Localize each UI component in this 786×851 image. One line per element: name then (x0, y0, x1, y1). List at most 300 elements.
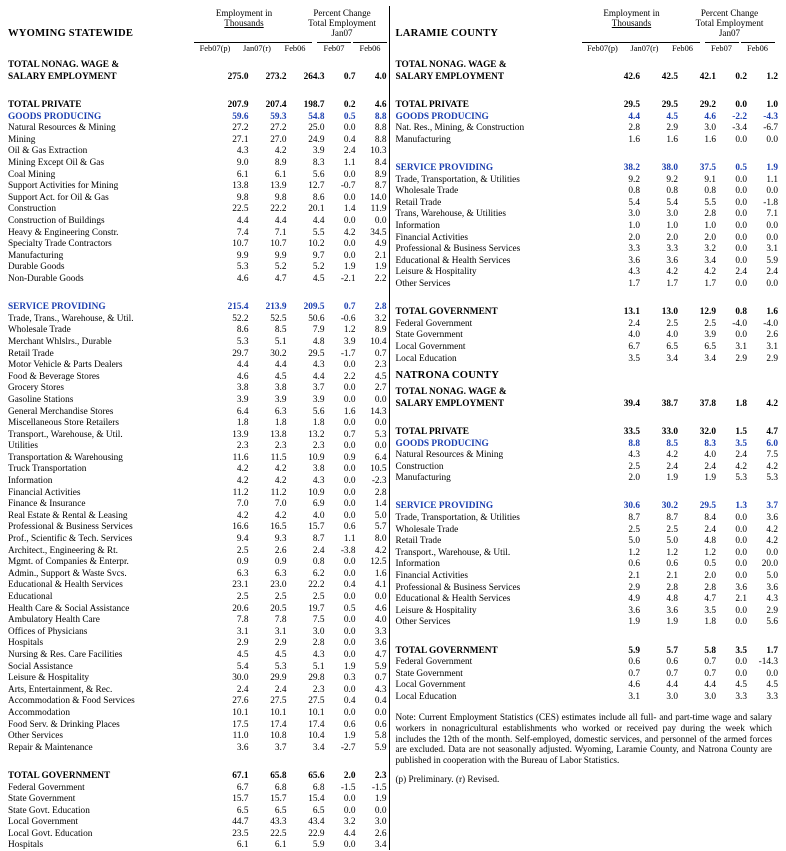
row-value-0: 3.0 (628, 209, 640, 220)
row-label (396, 294, 603, 306)
row-value-2: 3.4 (704, 255, 716, 266)
row-value-2 (678, 489, 716, 501)
row-value-1: 23.0 (270, 580, 287, 591)
row-value-1: 4.2 (274, 146, 287, 157)
row-value-1 (249, 59, 287, 71)
row-value-3 (325, 289, 356, 301)
row-value-3: 0.0 (735, 100, 747, 111)
row-label (8, 758, 211, 770)
row-label: Wholesale Trade (395, 524, 459, 535)
table-row (396, 99, 779, 111)
row-value-2: 65.6 (308, 770, 325, 781)
row-value-2: 2.8 (312, 638, 325, 649)
row-value-4: 3.3 (766, 691, 778, 702)
row-label: Motor Vehicle & Parts Dealers (8, 360, 123, 371)
table-row (8, 707, 387, 719)
row-label: Retail Trade (8, 348, 54, 359)
row-value-1: 0.6 (666, 559, 678, 570)
row-value-4: 4.9 (374, 239, 387, 250)
row-value-0: 4.4 (236, 216, 249, 227)
row-value-4: 0.0 (374, 707, 387, 718)
row-value-4: 10.3 (370, 146, 387, 157)
row-value-0: 7.4 (236, 227, 249, 238)
row-label: Arts, Entertainment, & Rec. (8, 684, 113, 695)
row-value-3: 0.0 (343, 394, 356, 405)
table-row (8, 839, 387, 851)
row-value-0: 27.2 (232, 123, 249, 134)
row-value-4: 5.9 (766, 255, 778, 266)
row-value-2: 3.4 (312, 742, 325, 753)
table-row (396, 386, 779, 398)
row-label: General Merchandise Stores (8, 406, 114, 417)
table-row (8, 226, 387, 238)
row-value-3: 0.0 (343, 476, 356, 487)
row-value-3: 0.0 (735, 513, 747, 524)
row-value-0: 4.9 (628, 594, 640, 605)
row-value-3: 1.9 (343, 661, 356, 672)
row-value-0: 67.1 (232, 770, 249, 781)
row-label: Hospitals (8, 840, 44, 851)
row-value-3: 4.4 (343, 828, 356, 839)
row-label: TOTAL NONAG. WAGE & (395, 387, 507, 398)
row-value-4: 4.2 (374, 545, 387, 556)
row-value-1: 0.9 (274, 557, 287, 568)
row-value-2: 50.6 (308, 313, 325, 324)
left-header-group-percent: Percent Change Total Employment Jan07 (308, 8, 376, 38)
row-value-4: 3.1 (766, 244, 778, 255)
row-value-2: 4.7 (704, 594, 716, 605)
row-value-3 (325, 59, 356, 71)
row-value-2: 1.8 (704, 617, 716, 628)
row-label: Architect., Engineering & Rt. (8, 545, 118, 556)
table-row (8, 405, 387, 417)
row-value-3: -4.0 (732, 318, 747, 329)
row-value-1 (640, 414, 678, 426)
row-value-0: 6.7 (628, 341, 640, 352)
left-col-head-pct-feb06: Feb06 (353, 42, 387, 53)
row-value-1 (640, 150, 678, 162)
row-value-3: 0.0 (735, 221, 747, 232)
row-value-0: 2.4 (236, 684, 249, 695)
table-row (8, 312, 387, 324)
row-value-1: 2.5 (666, 524, 678, 535)
row-label: Information (8, 476, 53, 487)
row-value-4 (747, 294, 778, 306)
row-value-4: 2.2 (374, 273, 387, 284)
row-value-1: 5.4 (666, 197, 678, 208)
table-row (8, 614, 387, 626)
table-row (396, 59, 779, 71)
row-value-4: 3.6 (766, 513, 778, 524)
row-label: TOTAL GOVERNMENT (395, 307, 498, 318)
row-value-1: 9.8 (274, 192, 287, 203)
table-row (8, 770, 387, 782)
table-row (396, 449, 779, 461)
row-value-2: 198.7 (303, 100, 325, 111)
table-row (8, 660, 387, 672)
row-value-2: 8.4 (704, 513, 716, 524)
row-value-3: 0.7 (343, 71, 356, 82)
right-col-head-feb07p: Feb07(p) (582, 42, 624, 53)
row-label: Wholesale Trade (395, 186, 459, 197)
row-value-2: 4.6 (704, 111, 716, 122)
row-value-2: 3.4 (704, 353, 716, 364)
table-row (396, 460, 779, 472)
table-row (8, 417, 387, 429)
row-value-0: 44.7 (232, 817, 249, 828)
row-value-3: 0.0 (735, 330, 747, 341)
row-value-4 (747, 414, 778, 426)
row-value-4: 7.5 (766, 450, 778, 461)
row-label: Finance & Insurance (8, 499, 86, 510)
table-row (8, 347, 387, 359)
row-value-2: 264.3 (303, 71, 325, 82)
row-label: Trade, Transportation, & Utilities (395, 513, 520, 524)
row-value-4: 1.1 (766, 174, 778, 185)
row-value-3: 0.0 (735, 524, 747, 535)
row-value-1: 0.8 (666, 186, 678, 197)
row-label (396, 633, 603, 645)
row-value-0: 3.6 (628, 255, 640, 266)
row-value-3: 2.0 (343, 770, 356, 781)
row-label: GOODS PRODUCING (395, 111, 489, 122)
row-value-2: 3.8 (312, 464, 325, 475)
row-value-2: 8.3 (704, 438, 716, 449)
table-row (8, 168, 387, 180)
row-label: Local Education (395, 353, 457, 364)
row-value-1: 0.6 (666, 657, 678, 668)
right-header-area (396, 6, 779, 54)
row-label: Federal Government (395, 318, 473, 329)
row-value-2: 10.4 (308, 731, 325, 742)
row-value-4: 8.8 (374, 123, 387, 134)
row-value-3: 0.7 (343, 302, 356, 313)
row-value-1: 2.5 (666, 318, 678, 329)
row-value-2: 10.9 (308, 452, 325, 463)
table-row (396, 500, 779, 512)
row-label: Ambulatory Health Care (8, 615, 100, 626)
row-value-1: 6.1 (274, 840, 287, 851)
row-value-1: 7.8 (274, 615, 287, 626)
row-value-1: 4.2 (274, 476, 287, 487)
row-value-1: 8.5 (274, 325, 287, 336)
row-label: Manufacturing (395, 134, 451, 145)
table-row (8, 718, 387, 730)
row-label: Repair & Maintenance (8, 742, 93, 753)
row-label: Transport., Warehouse, & Util. (395, 547, 511, 558)
row-value-0: 2.5 (236, 592, 249, 603)
row-value-1: 3.0 (666, 691, 678, 702)
row-value-0: 3.6 (628, 605, 640, 616)
row-value-4: 0.0 (374, 418, 387, 429)
row-value-2: 3.0 (704, 123, 716, 134)
row-value-3: 0.0 (343, 592, 356, 603)
table-row (396, 220, 779, 232)
row-value-0: 4.2 (236, 510, 249, 521)
row-value-3: 3.3 (735, 691, 747, 702)
row-value-1: 6.5 (666, 341, 678, 352)
row-label: Retail Trade (395, 197, 442, 208)
row-value-3: -0.7 (340, 181, 356, 192)
row-value-0: 3.9 (236, 394, 249, 405)
row-value-1: 11.5 (270, 452, 287, 463)
row-label: Trans, Warehouse, & Utilities (395, 209, 507, 220)
row-value-1: 29.9 (270, 673, 287, 684)
table-row (8, 463, 387, 475)
row-value-4: 3.0 (374, 817, 387, 828)
row-value-4 (747, 59, 778, 71)
row-value-2: 3.5 (704, 605, 716, 616)
row-value-1: 13.0 (661, 307, 678, 318)
row-value-0: 6.7 (236, 782, 249, 793)
row-value-3: 0.0 (735, 547, 747, 558)
row-value-0 (602, 150, 640, 162)
row-label: Transport., Warehouse, & Util. (8, 429, 123, 440)
row-value-3: 0.4 (343, 134, 356, 145)
row-label: Trade, Trans., Warehouse, & Util. (8, 313, 134, 324)
row-value-2: 29.8 (308, 673, 325, 684)
table-row (8, 71, 387, 83)
row-label: Professional & Business Services (395, 244, 521, 255)
row-value-1: 3.7 (274, 742, 287, 753)
row-label: Mining (8, 134, 36, 145)
row-label: TOTAL NONAG. WAGE & (8, 60, 120, 71)
row-label: Other Services (395, 617, 451, 628)
row-value-1: 4.5 (666, 111, 678, 122)
row-value-4: 5.8 (374, 731, 387, 742)
row-value-1: 4.2 (666, 450, 678, 461)
row-value-4: 4.7 (766, 426, 778, 437)
row-value-4: 5.9 (374, 742, 387, 753)
row-value-4: 0.0 (766, 547, 778, 558)
left-col-head-feb06: Feb06 (278, 42, 312, 53)
row-value-4: 2.6 (374, 828, 387, 839)
row-value-1: 1.0 (666, 221, 678, 232)
row-label: Prof., Scientific & Tech. Services (8, 534, 133, 545)
table-row (8, 683, 387, 695)
row-value-3: 0.9 (343, 452, 356, 463)
row-value-3: -1.7 (340, 348, 356, 359)
row-label: Offices of Physicians (8, 626, 88, 637)
row-value-0: 9.8 (236, 192, 249, 203)
row-value-2: 2.0 (704, 571, 716, 582)
row-value-3: 0.0 (343, 169, 356, 180)
row-value-1: 4.8 (666, 594, 678, 605)
row-label: Grocery Stores (8, 383, 65, 394)
row-value-0: 2.0 (628, 473, 640, 484)
row-value-3: 0.0 (735, 186, 747, 197)
row-value-0 (602, 633, 640, 645)
row-value-2: 3.7 (312, 383, 325, 394)
row-value-2: 8.7 (312, 534, 325, 545)
table-row (396, 317, 779, 329)
row-label: Local Govt. Education (8, 828, 93, 839)
row-label: Local Government (8, 817, 78, 828)
row-value-1: 2.4 (666, 461, 678, 472)
wyoming-statewide-column (8, 6, 387, 850)
row-value-4: 2.9 (766, 605, 778, 616)
row-value-4: 0.0 (374, 805, 387, 816)
row-value-3: 0.2 (343, 100, 356, 111)
row-label: Information (395, 221, 440, 232)
row-value-2: 24.9 (308, 134, 325, 145)
row-value-3: 0.0 (343, 383, 356, 394)
row-value-1: 1.2 (666, 547, 678, 558)
table-row (396, 341, 779, 353)
row-value-2: 0.5 (704, 559, 716, 570)
row-value-3: 1.1 (343, 158, 356, 169)
row-value-2: 17.4 (308, 719, 325, 730)
row-value-3: 0.0 (343, 626, 356, 637)
row-value-0: 1.7 (628, 278, 640, 289)
row-value-0: 4.4 (236, 360, 249, 371)
row-value-3: 0.5 (343, 111, 356, 122)
row-value-1: 65.8 (270, 770, 287, 781)
row-value-0: 39.4 (623, 398, 640, 409)
row-value-0: 11.2 (232, 487, 249, 498)
row-value-1: 10.8 (270, 731, 287, 742)
row-value-4 (356, 87, 387, 99)
table-row (396, 489, 779, 501)
row-value-4: 0.0 (766, 278, 778, 289)
row-value-0: 13.1 (623, 307, 640, 318)
left-col-head-pct-feb07: Feb07 (317, 42, 351, 53)
row-value-1: 16.5 (270, 522, 287, 533)
row-value-0: 6.1 (236, 840, 249, 851)
row-value-1: 22.2 (270, 204, 287, 215)
row-value-4: 1.9 (374, 794, 387, 805)
row-value-0: 4.0 (628, 330, 640, 341)
row-value-4: 4.5 (766, 680, 778, 691)
table-row (8, 510, 387, 522)
row-value-2: 27.5 (308, 696, 325, 707)
row-value-2: 3.0 (312, 626, 325, 637)
right-col-head-feb06: Feb06 (666, 42, 700, 53)
row-value-1: 9.9 (274, 250, 287, 261)
row-value-2: 12.9 (699, 307, 716, 318)
row-value-4: 4.2 (766, 524, 778, 535)
row-value-2: 4.3 (312, 360, 325, 371)
row-value-4: 0.0 (374, 394, 387, 405)
row-label: Leisure & Hospitality (395, 605, 477, 616)
row-label: Manufacturing (395, 473, 451, 484)
row-value-3: 0.0 (343, 239, 356, 250)
row-value-2: 20.1 (308, 204, 325, 215)
table-row (8, 238, 387, 250)
row-value-1: 10.1 (270, 707, 287, 718)
row-value-3: 0.5 (343, 603, 356, 614)
row-label: SERVICE PROVIDING (395, 501, 494, 512)
row-value-4 (356, 59, 387, 71)
row-value-0: 10.7 (232, 239, 249, 250)
row-label: TOTAL PRIVATE (395, 426, 469, 437)
row-value-2: 5.5 (704, 197, 716, 208)
row-value-2: 1.8 (312, 418, 325, 429)
row-value-2: 22.2 (308, 580, 325, 591)
row-value-0: 20.6 (232, 603, 249, 614)
row-value-3: 0.0 (343, 568, 356, 579)
row-label: Federal Government (395, 657, 473, 668)
row-label: Wholesale Trade (8, 325, 71, 336)
row-value-3: 0.0 (343, 794, 356, 805)
row-value-2: 0.8 (312, 557, 325, 568)
row-label: Financial Activities (395, 232, 469, 243)
row-value-3: 1.1 (343, 534, 356, 545)
table-row (8, 758, 387, 770)
row-value-0: 1.0 (628, 221, 640, 232)
row-value-1: 5.7 (666, 645, 678, 656)
table-row (396, 616, 779, 628)
table-row (8, 741, 387, 753)
row-value-3: 0.0 (735, 197, 747, 208)
table-row (8, 110, 387, 122)
row-value-2: 6.5 (704, 341, 716, 352)
row-value-4: 8.4 (374, 158, 387, 169)
row-value-2: 29.5 (699, 501, 716, 512)
row-value-1: 0.7 (666, 668, 678, 679)
row-label: Nat. Res., Mining, & Construction (395, 123, 525, 134)
row-value-4: 1.0 (766, 100, 778, 111)
row-value-4: 3.1 (766, 341, 778, 352)
table-row (396, 110, 779, 122)
row-value-2 (287, 289, 325, 301)
table-row (396, 278, 779, 290)
row-label: SALARY EMPLOYMENT (395, 398, 505, 409)
table-row (8, 828, 387, 840)
row-value-2 (678, 294, 716, 306)
table-row (396, 523, 779, 535)
row-value-4: 4.0 (374, 71, 387, 82)
row-value-4: 2.1 (374, 250, 387, 261)
row-value-1: 8.7 (666, 513, 678, 524)
row-label: State Government (8, 794, 76, 805)
row-value-0: 10.1 (232, 707, 249, 718)
row-value-1: 6.1 (274, 169, 287, 180)
row-value-1: 4.0 (666, 330, 678, 341)
column-divider (389, 6, 394, 850)
row-value-4: 5.3 (766, 473, 778, 484)
row-value-1: 3.1 (274, 626, 287, 637)
row-value-2: 6.9 (312, 499, 325, 510)
row-value-4: 0.7 (374, 673, 387, 684)
row-label: Trade, Transportation, & Utilities (395, 174, 520, 185)
row-value-1: 29.5 (661, 100, 678, 111)
row-value-3: 0.0 (343, 418, 356, 429)
row-value-4: 4.1 (374, 580, 387, 591)
row-value-4: 4.3 (766, 594, 778, 605)
row-value-3: 2.4 (735, 267, 747, 278)
row-label: Support Activities for Mining (8, 181, 119, 192)
row-value-1: 13.9 (270, 181, 287, 192)
table-row (8, 99, 387, 111)
row-value-2: 4.2 (704, 267, 716, 278)
row-label: Durable Goods (8, 262, 65, 273)
row-value-0: 6.4 (236, 406, 249, 417)
row-value-0: 13.8 (232, 181, 249, 192)
page-title-wyoming: WYOMING STATEWIDE (8, 28, 134, 39)
table-row (396, 266, 779, 278)
row-value-4: -4.3 (763, 111, 778, 122)
row-label: Miscellaneous Store Retailers (8, 418, 120, 429)
row-value-0: 4.3 (628, 267, 640, 278)
row-value-3: 0.3 (343, 673, 356, 684)
row-value-2: 15.7 (308, 522, 325, 533)
row-value-3: 0.0 (735, 232, 747, 243)
row-value-1: 2.9 (666, 123, 678, 134)
row-value-2: 4.4 (312, 371, 325, 382)
table-row (396, 208, 779, 220)
row-value-2: 2.5 (312, 592, 325, 603)
